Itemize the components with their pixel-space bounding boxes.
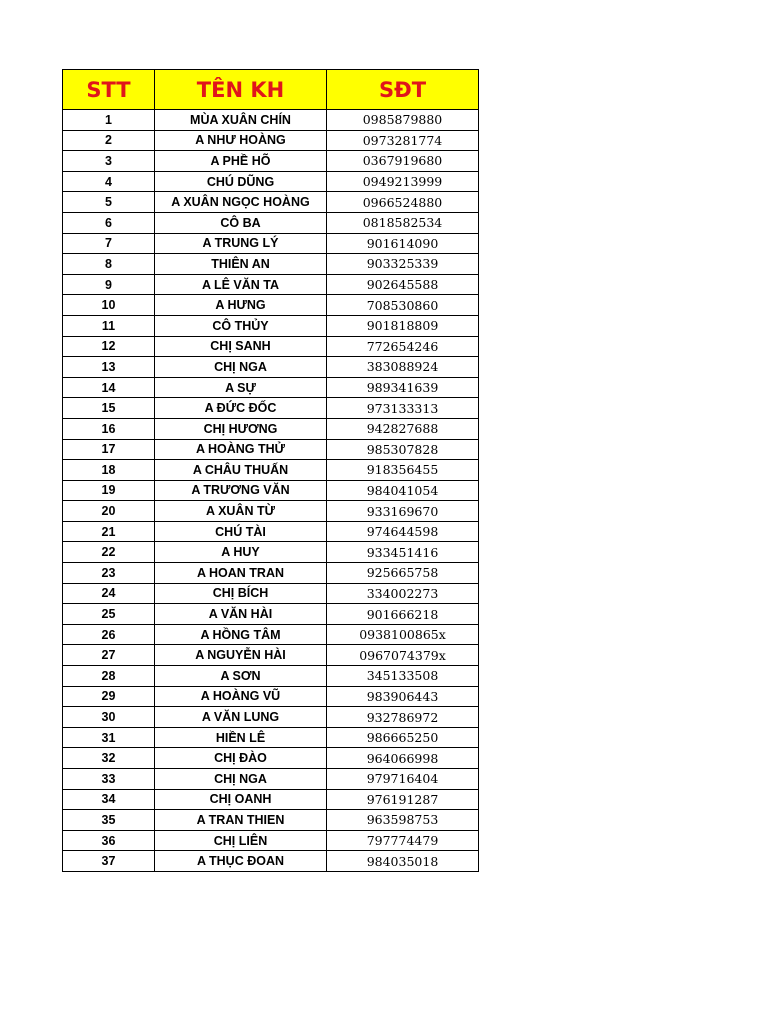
row-number-cell: 26 (63, 624, 155, 645)
phone-cell: 0938100865x (327, 624, 479, 645)
row-number-cell: 22 (63, 542, 155, 563)
row-number-cell: 24 (63, 583, 155, 604)
row-number-cell: 37 (63, 851, 155, 872)
table-body (63, 110, 479, 872)
phone-cell: 933451416 (327, 542, 479, 563)
customer-name-cell: A HOÀNG VŨ (155, 686, 327, 707)
row-number-cell: 25 (63, 604, 155, 625)
header-customer-name: TÊN KH (155, 70, 327, 110)
phone-cell: 0966524880 (327, 192, 479, 213)
phone-cell: 772654246 (327, 336, 479, 357)
table-row (63, 212, 479, 233)
row-number-cell: 4 (63, 171, 155, 192)
customer-name-cell: CHỊ NGA (155, 769, 327, 790)
row-number-cell: 13 (63, 357, 155, 378)
phone-cell: 0367919680 (327, 151, 479, 172)
row-number-cell: 29 (63, 686, 155, 707)
customer-name-cell: A TRAN THIEN (155, 810, 327, 831)
header-row (63, 70, 479, 110)
phone-cell: 973133313 (327, 398, 479, 419)
row-number-cell: 10 (63, 295, 155, 316)
customer-name-cell: A NGUYỄN HÀI (155, 645, 327, 666)
row-number-cell: 17 (63, 439, 155, 460)
phone-cell: 383088924 (327, 357, 479, 378)
header-stt: STT (63, 70, 155, 110)
phone-cell: 901818809 (327, 315, 479, 336)
table-row (63, 501, 479, 522)
phone-cell: 989341639 (327, 377, 479, 398)
customer-name-cell: A PHỀ HÕ (155, 151, 327, 172)
phone-cell: 984041054 (327, 480, 479, 501)
table-row (63, 460, 479, 481)
customer-name-cell: A NHƯ HOÀNG (155, 130, 327, 151)
table-row (63, 192, 479, 213)
customer-name-cell: HIỀN LÊ (155, 727, 327, 748)
row-number-cell: 6 (63, 212, 155, 233)
table-row (63, 274, 479, 295)
row-number-cell: 9 (63, 274, 155, 295)
customer-name-cell: THIÊN AN (155, 254, 327, 275)
customer-name-cell: A HỒNG TÂM (155, 624, 327, 645)
row-number-cell: 12 (63, 336, 155, 357)
customer-name-cell: A XUÂN TỪ (155, 501, 327, 522)
phone-cell: 974644598 (327, 521, 479, 542)
table-row (63, 521, 479, 542)
table-row (63, 336, 479, 357)
table-row (63, 151, 479, 172)
row-number-cell: 35 (63, 810, 155, 831)
table-row (63, 377, 479, 398)
row-number-cell: 20 (63, 501, 155, 522)
phone-cell: 797774479 (327, 830, 479, 851)
phone-cell: 334002273 (327, 583, 479, 604)
row-number-cell: 36 (63, 830, 155, 851)
customer-name-cell: CHỊ SANH (155, 336, 327, 357)
row-number-cell: 7 (63, 233, 155, 254)
table-row (63, 233, 479, 254)
customer-name-cell: A HƯNG (155, 295, 327, 316)
table-header (63, 70, 479, 110)
phone-cell: 903325339 (327, 254, 479, 275)
customer-name-cell: CÔ THỦY (155, 315, 327, 336)
customer-name-cell: A SỰ (155, 377, 327, 398)
table-row (63, 624, 479, 645)
customer-name-cell: A HUY (155, 542, 327, 563)
table-row (63, 686, 479, 707)
customer-name-cell: A VĂN LUNG (155, 707, 327, 728)
row-number-cell: 2 (63, 130, 155, 151)
table-row (63, 315, 479, 336)
phone-cell: 942827688 (327, 418, 479, 439)
row-number-cell: 31 (63, 727, 155, 748)
phone-cell: 918356455 (327, 460, 479, 481)
table-row (63, 707, 479, 728)
table-row (63, 851, 479, 872)
table-row (63, 542, 479, 563)
phone-cell: 963598753 (327, 810, 479, 831)
row-number-cell: 21 (63, 521, 155, 542)
row-number-cell: 3 (63, 151, 155, 172)
phone-cell: 902645588 (327, 274, 479, 295)
customer-name-cell: CHÚ DŨNG (155, 171, 327, 192)
table-row (63, 727, 479, 748)
customer-name-cell: A TRUNG LÝ (155, 233, 327, 254)
customer-name-cell: A TRƯƠNG VĂN (155, 480, 327, 501)
table-row (63, 439, 479, 460)
row-number-cell: 23 (63, 563, 155, 584)
row-number-cell: 15 (63, 398, 155, 419)
customer-name-cell: A HOAN TRAN (155, 563, 327, 584)
table-row (63, 748, 479, 769)
row-number-cell: 14 (63, 377, 155, 398)
phone-cell: 932786972 (327, 707, 479, 728)
customer-name-cell: A LÊ VĂN TA (155, 274, 327, 295)
row-number-cell: 16 (63, 418, 155, 439)
row-number-cell: 11 (63, 315, 155, 336)
phone-cell: 0973281774 (327, 130, 479, 151)
phone-cell: 0818582534 (327, 212, 479, 233)
phone-cell: 983906443 (327, 686, 479, 707)
phone-cell: 933169670 (327, 501, 479, 522)
customer-name-cell: A THỤC ĐOAN (155, 851, 327, 872)
row-number-cell: 34 (63, 789, 155, 810)
table-row (63, 769, 479, 790)
table-row (63, 130, 479, 151)
table-row (63, 789, 479, 810)
table-row (63, 830, 479, 851)
customer-name-cell: CHỊ OANH (155, 789, 327, 810)
customer-name-cell: CHỊ HƯƠNG (155, 418, 327, 439)
row-number-cell: 1 (63, 110, 155, 131)
phone-cell: 901666218 (327, 604, 479, 625)
row-number-cell: 28 (63, 666, 155, 687)
customer-name-cell: A CHÂU THUẤN (155, 460, 327, 481)
phone-cell: 985307828 (327, 439, 479, 460)
row-number-cell: 33 (63, 769, 155, 790)
table-row (63, 110, 479, 131)
header-phone: SĐT (327, 70, 479, 110)
phone-cell: 708530860 (327, 295, 479, 316)
row-number-cell: 8 (63, 254, 155, 275)
phone-cell: 976191287 (327, 789, 479, 810)
table-row (63, 666, 479, 687)
table-row (63, 563, 479, 584)
phone-cell: 0985879880 (327, 110, 479, 131)
customer-name-cell: CHỊ LIÊN (155, 830, 327, 851)
customer-name-cell: A VĂN HÀI (155, 604, 327, 625)
row-number-cell: 5 (63, 192, 155, 213)
table-row (63, 810, 479, 831)
table-row (63, 583, 479, 604)
customer-name-cell: CHỊ BÍCH (155, 583, 327, 604)
phone-cell: 0967074379x (327, 645, 479, 666)
table-row (63, 645, 479, 666)
customer-name-cell: A HOÀNG THỬ (155, 439, 327, 460)
customer-table (62, 69, 479, 872)
table-row (63, 398, 479, 419)
table-row (63, 171, 479, 192)
customer-name-cell: CÔ BA (155, 212, 327, 233)
customer-name-cell: CHỊ NGA (155, 357, 327, 378)
phone-cell: 901614090 (327, 233, 479, 254)
table-row (63, 295, 479, 316)
customer-name-cell: MÙA XUÂN CHÍN (155, 110, 327, 131)
phone-cell: 964066998 (327, 748, 479, 769)
row-number-cell: 27 (63, 645, 155, 666)
row-number-cell: 18 (63, 460, 155, 481)
phone-cell: 0949213999 (327, 171, 479, 192)
row-number-cell: 30 (63, 707, 155, 728)
table-row (63, 418, 479, 439)
table-row (63, 254, 479, 275)
phone-cell: 986665250 (327, 727, 479, 748)
customer-name-cell: A XUÂN NGỌC HOÀNG (155, 192, 327, 213)
phone-cell: 984035018 (327, 851, 479, 872)
phone-cell: 345133508 (327, 666, 479, 687)
row-number-cell: 19 (63, 480, 155, 501)
table-row (63, 357, 479, 378)
table-row (63, 480, 479, 501)
row-number-cell: 32 (63, 748, 155, 769)
customer-name-cell: CHỊ ĐÀO (155, 748, 327, 769)
table-row (63, 604, 479, 625)
phone-cell: 979716404 (327, 769, 479, 790)
customer-name-cell: A ĐỨC ĐỐC (155, 398, 327, 419)
customer-name-cell: A SƠN (155, 666, 327, 687)
customer-name-cell: CHÚ TÀI (155, 521, 327, 542)
phone-cell: 925665758 (327, 563, 479, 584)
